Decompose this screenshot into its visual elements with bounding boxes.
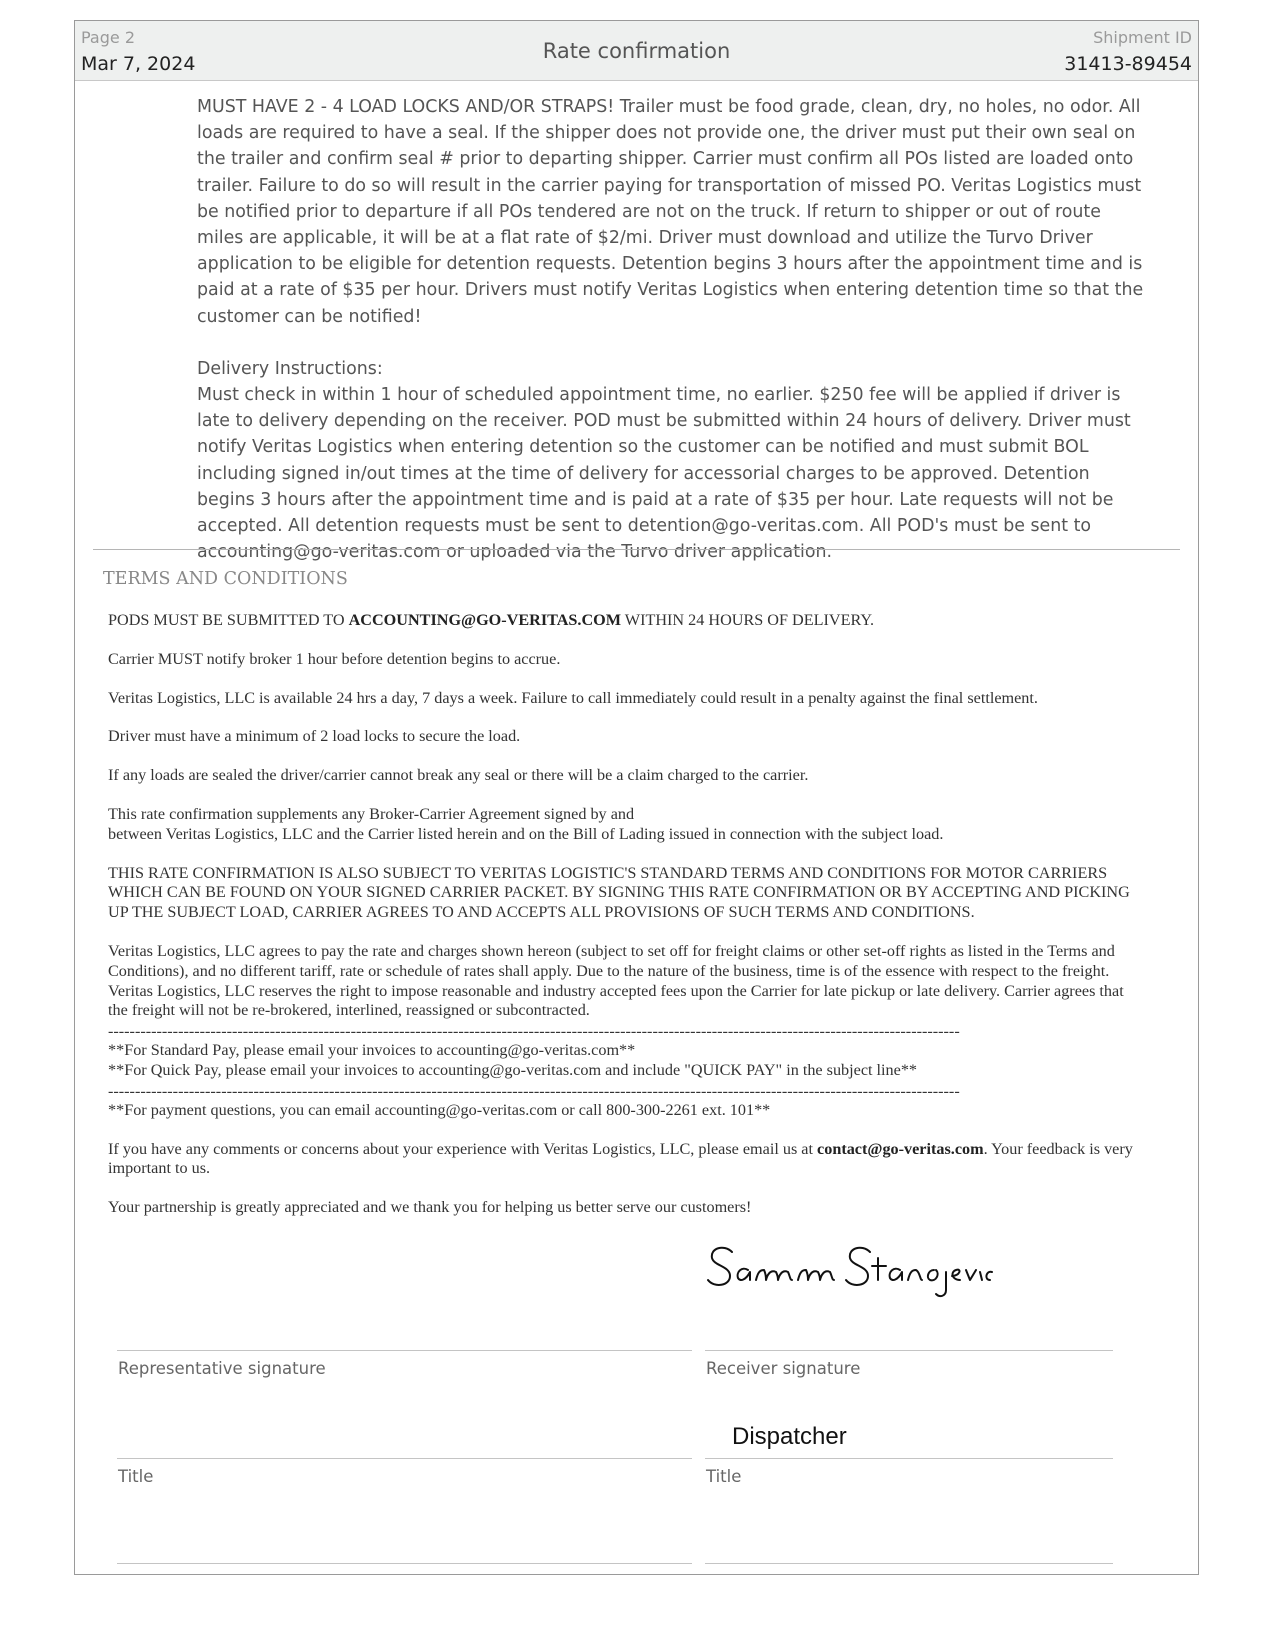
representative-title-label: Title	[118, 1467, 154, 1486]
receiver-signature-label: Receiver signature	[706, 1359, 861, 1378]
terms-paragraph: This rate confirmation supplements any Broker-Carrier Agreement signed by and between Veritas Logistics, LLC and the Carrier listed herein and on the Bill of Lading issued in connection with the subject load.	[108, 804, 944, 843]
receiver-signature-line[interactable]	[705, 1350, 1113, 1351]
delivery-instructions-heading: Delivery Instructions:	[197, 358, 383, 379]
section-divider	[93, 549, 1180, 550]
shipment-id-value: 31413-89454	[1064, 53, 1192, 75]
comments-paragraph: If you have any comments or concerns about your experience with Veritas Logistics, LLC, please email us at contact@go-veritas.com. Your feedback is very important to us.	[108, 1139, 1133, 1178]
payment-questions-note: **For payment questions, you can email accounting@go-veritas.com or call 800-300-2261 ext. 101**	[108, 1100, 771, 1119]
standard-pay-note: **For Standard Pay, please email your invoices to accounting@go-veritas.com**	[108, 1041, 636, 1060]
terms-paragraph: Carrier MUST notify broker 1 hour before detention begins to accrue.	[108, 649, 561, 668]
terms-paragraph: THIS RATE CONFIRMATION IS ALSO SUBJECT TO VERITAS LOGISTIC'S STANDARD TERMS AND CONDITIONS FOR MOTOR CARRIERS WHICH CAN BE FOUND ON YOUR SIGNED CARRIER PACKET. BY SIGNING THIS RATE CONFIRMATION OR BY ACCEPTING AND PICKING UP THE SUBJECT LOAD, CARRIER AGREES TO AND ACCEPTS ALL PROVISIONS OF SUCH TERMS AND CONDITIONS.	[108, 863, 1130, 922]
representative-signature-line[interactable]	[117, 1350, 692, 1351]
page-number: Page 2	[81, 28, 135, 47]
document-page	[74, 20, 1199, 1575]
pods-paragraph: PODS MUST BE SUBMITTED TO ACCOUNTING@GO-VERITAS.COM WITHIN 24 HOURS OF DELIVERY.	[108, 611, 875, 629]
pickup-instructions: MUST HAVE 2 - 4 LOAD LOCKS AND/OR STRAPS! Trailer must be food grade, clean, dry, no holes, no odor. All loads are required to have a seal. If the shipper does not provide one, the driver must put their own seal on the trailer and confirm seal # prior to departing shipper. Carrier must confirm all POs listed are loaded onto trailer. Failure to do so will result in the carrier paying for transportation of missed PO. Veritas Logistics must be notified prior to departure if all POs tendered are not on the truck. If return to shipper or out of route miles are applicable, it will be at a flat rate of $2/mi. Driver must download and utilize the Turvo Driver application to be eligible for detention requests. Detention begins 3 hours after the appointment time and is paid at a rate of $35 per hour. Drivers must notify Veritas Logistics when entering detention time so that the customer can be notified!	[197, 97, 1144, 327]
representative-signature-label: Representative signature	[118, 1359, 326, 1378]
receiver-title-line[interactable]	[705, 1458, 1113, 1459]
receiver-title-value: Dispatcher	[732, 1423, 847, 1450]
page-header	[75, 21, 1198, 81]
terms-heading: TERMS AND CONDITIONS	[103, 569, 348, 589]
blank-line[interactable]	[117, 1563, 692, 1564]
receiver-title-label: Title	[706, 1467, 742, 1486]
dashed-divider: --------------------------------------------------------------------------------------------------------------------------------------------------------------	[108, 1022, 960, 1041]
document-date: Mar 7, 2024	[81, 53, 196, 75]
terms-paragraph: Driver must have a minimum of 2 load locks to secure the load.	[108, 727, 521, 746]
dashed-divider: --------------------------------------------------------------------------------------------------------------------------------------------------------------	[108, 1081, 960, 1100]
document-title: Rate confirmation	[542, 39, 731, 63]
closing-paragraph: Your partnership is greatly appreciated and we thank you for helping us better serve our customers!	[108, 1198, 752, 1217]
contact-email: contact@go-veritas.com	[817, 1139, 984, 1158]
delivery-instructions: Must check in within 1 hour of scheduled appointment time, no earlier. $250 fee will be applied if driver is late to delivery depending on the receiver. POD must be submitted within 24 hours of delivery. Driver must notify Veritas Logistics when entering detention so the customer can be notified and must submit BOL including signed in/out times at the time of delivery for accessorial charges to be approved. Detention begins 3 hours after the appointment time and is paid at a rate of $35 per hour. Late requests will not be accepted. All detention requests must be sent to detention@go-veritas.com. All POD's must be sent to accounting@go-veritas.com or uploaded via the Turvo driver application.	[197, 385, 1131, 563]
terms-paragraph: If any loads are sealed the driver/carrier cannot break any seal or there will be a claim charged to the carrier.	[108, 766, 809, 785]
receiver-signature-image	[694, 1232, 994, 1298]
terms-paragraph: Veritas Logistics, LLC agrees to pay the rate and charges shown hereon (subject to set off for freight claims or other set-off rights as listed in the Terms and Conditions), and no different tariff, rate or schedule of rates shall apply. Due to the nature of the business, time is of the essence with respect to the freight. Veritas Logistics, LLC reserves the right to impose reasonable and industry accepted fees upon the Carrier for late pickup or late delivery. Carrier agrees that the freight will not be re-brokered, interlined, reassigned or subcontracted.	[108, 941, 1124, 1020]
representative-title-line[interactable]	[117, 1458, 692, 1459]
terms-paragraph: Veritas Logistics, LLC is available 24 hrs a day, 7 days a week. Failure to call immediately could result in a penalty against the final settlement.	[108, 688, 1038, 707]
shipment-id-label: Shipment ID	[1093, 28, 1192, 47]
accounting-email: ACCOUNTING@GO-VERITAS.COM	[348, 611, 622, 629]
quick-pay-note: **For Quick Pay, please email your invoices to accounting@go-veritas.com and include "QUICK PAY" in the subject line**	[108, 1060, 918, 1079]
blank-line[interactable]	[705, 1563, 1113, 1564]
instructions-block	[197, 94, 1147, 565]
terms-body	[108, 611, 1138, 1237]
